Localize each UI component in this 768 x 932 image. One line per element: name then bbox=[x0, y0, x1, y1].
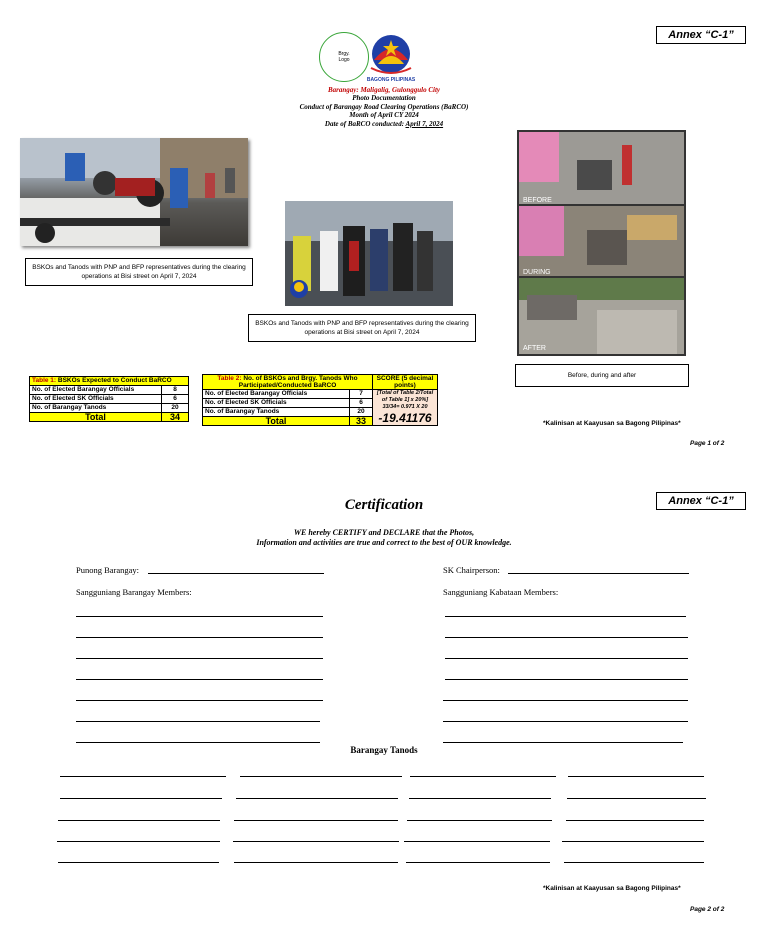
tanod-line bbox=[236, 798, 398, 799]
table-1-expected-bskos bbox=[29, 376, 189, 422]
tanod-line bbox=[568, 776, 704, 777]
tanod-line bbox=[410, 776, 556, 777]
tanod-line bbox=[60, 776, 226, 777]
sk-chairperson-label: SK Chairperson: bbox=[443, 565, 500, 575]
table-cell: No. of Elected SK Officials bbox=[203, 399, 350, 408]
table-cell: 6 bbox=[350, 399, 373, 408]
sb-member-line bbox=[76, 679, 323, 680]
bagong-pilipinas-logo bbox=[366, 30, 416, 80]
table-1-title-label: Table 1: bbox=[32, 377, 57, 384]
table-2-total-label: Total bbox=[203, 417, 350, 426]
date-label: Date of BaRCO conducted: bbox=[324, 119, 406, 128]
tanod-line bbox=[234, 862, 398, 863]
certification-statement-1: WE hereby CERTIFY and DECLARE that the Photos, bbox=[293, 528, 475, 537]
table-row bbox=[30, 395, 189, 404]
tanod-line bbox=[234, 820, 398, 821]
barangay-line: Barangay: Maligalig, Gulonggulo City bbox=[327, 86, 441, 94]
table-cell: No. of Barangay Tanods bbox=[203, 408, 350, 417]
table-1-total-label: Total bbox=[30, 413, 162, 422]
table-cell: No. of Elected Barangay Officials bbox=[30, 386, 162, 395]
sb-member-line bbox=[76, 637, 323, 638]
formula-note: [Total of Table 2/Total of Table 1] x 20%] bbox=[376, 390, 434, 403]
table-cell: 20 bbox=[162, 404, 189, 413]
table-2-title bbox=[203, 375, 373, 390]
score-cell bbox=[373, 390, 438, 426]
date-line bbox=[270, 120, 498, 128]
tanod-line bbox=[562, 841, 704, 842]
table-1-title bbox=[30, 377, 189, 386]
table-cell: No. of Elected Barangay Officials bbox=[203, 390, 350, 399]
header-title-3: Month of April CY 2024 bbox=[349, 111, 419, 120]
table-cell: 6 bbox=[162, 395, 189, 404]
logo-text-line-2: Logo bbox=[338, 57, 350, 63]
tanod-line bbox=[233, 841, 399, 842]
table-row bbox=[30, 386, 189, 395]
sk-member-line bbox=[445, 658, 688, 659]
table-row bbox=[203, 390, 438, 399]
page-number-1: Page 1 of 2 bbox=[690, 440, 725, 447]
formula: 33/34= 0.971 X 20 bbox=[382, 404, 428, 410]
table-cell: No. of Barangay Tanods bbox=[30, 404, 162, 413]
header-title-1: Photo Documentation bbox=[352, 94, 416, 103]
barangay-logo-placeholder bbox=[319, 32, 369, 82]
certification-title: Certification bbox=[344, 497, 424, 513]
tanod-line bbox=[58, 820, 220, 821]
photo-label-after: AFTER bbox=[523, 345, 546, 352]
date-value: April 7, 2024 bbox=[405, 119, 444, 128]
document-header bbox=[270, 86, 498, 128]
tagline-page-2: *Kalinisan at Kaayusan sa Bagong Pilipinas* bbox=[543, 885, 681, 892]
tanod-line bbox=[407, 820, 552, 821]
sk-member-line bbox=[445, 616, 686, 617]
photo-before-during-after bbox=[517, 130, 686, 356]
caption-photo-2: BSKOs and Tanods with PNP and BFP representatives during the clearing operations at Bisi street on April 7, 2024 bbox=[248, 314, 476, 342]
tanod-line bbox=[406, 862, 550, 863]
barangay-tanods-label: Barangay Tanods bbox=[350, 745, 418, 755]
tagline-page-1: *Kalinisan at Kaayusan sa Bagong Pilipinas* bbox=[543, 420, 681, 427]
sb-members-label: Sangguniang Barangay Members: bbox=[76, 587, 192, 597]
table-1-total-value: 34 bbox=[162, 413, 189, 422]
sk-chairperson-signature-line bbox=[508, 573, 689, 574]
tanod-line bbox=[564, 862, 704, 863]
sb-member-line bbox=[76, 742, 320, 743]
tanod-line bbox=[57, 841, 220, 842]
sb-member-line bbox=[76, 700, 323, 701]
caption-photo-3: Before, during and after bbox=[515, 364, 689, 387]
sb-member-line bbox=[76, 658, 323, 659]
bagong-pilipinas-wordmark: BAGONG PILIPINAS bbox=[366, 77, 416, 83]
score-value: -19.41176 bbox=[378, 411, 432, 425]
tanod-line bbox=[404, 841, 550, 842]
sk-member-line bbox=[445, 637, 688, 638]
tanod-line bbox=[60, 798, 222, 799]
table-cell: 7 bbox=[350, 390, 373, 399]
punong-barangay-signature-line bbox=[148, 573, 324, 574]
photo-tow-truck bbox=[20, 138, 248, 246]
annex-label: Annex “C-1” bbox=[656, 492, 746, 510]
table-1-title-text: BSKOs Expected to Conduct BaRCO bbox=[56, 377, 172, 384]
header-title-2: Conduct of Barangay Road Clearing Operations (BaRCO) bbox=[299, 102, 469, 111]
tanod-line bbox=[409, 798, 551, 799]
table-2-title-text: No. of BSKOs and Brgy. Tanods Who Participated/Conducted BaRCO bbox=[238, 375, 358, 389]
annex-label: Annex “C-1” bbox=[656, 26, 746, 44]
sk-member-line bbox=[443, 742, 683, 743]
photo-label-during: DURING bbox=[523, 269, 551, 276]
tanod-line bbox=[566, 820, 704, 821]
table-2-total-value: 33 bbox=[350, 417, 373, 426]
photo-label-before: BEFORE bbox=[523, 197, 552, 204]
tanod-line bbox=[58, 862, 219, 863]
table-row bbox=[30, 404, 189, 413]
tanod-line bbox=[567, 798, 706, 799]
table-2-participated-bskos bbox=[202, 374, 438, 426]
tanod-line bbox=[240, 776, 402, 777]
score-header: SCORE (5 decimal points) bbox=[373, 375, 438, 390]
certification-statement-2: Information and activities are true and correct to the best of OUR knowledge. bbox=[256, 538, 512, 547]
table-cell: 8 bbox=[162, 386, 189, 395]
caption-photo-1: BSKOs and Tanods with PNP and BFP representatives during the clearing operations at Bisi street on April 7, 2024 bbox=[25, 258, 253, 286]
sb-member-line bbox=[76, 616, 323, 617]
table-2-title-label: Table 2: bbox=[217, 375, 242, 382]
sk-member-line bbox=[443, 700, 688, 701]
table-cell: 20 bbox=[350, 408, 373, 417]
page-number-2: Page 2 of 2 bbox=[690, 906, 725, 913]
logo-text-line-1: Brgy. bbox=[338, 51, 350, 57]
punong-barangay-label: Punong Barangay: bbox=[76, 565, 140, 575]
photo-officials-group bbox=[285, 201, 453, 306]
sk-member-line bbox=[445, 679, 688, 680]
sk-member-line bbox=[443, 721, 688, 722]
sb-member-line bbox=[76, 721, 320, 722]
table-cell: No. of Elected SK Officials bbox=[30, 395, 162, 404]
sk-members-label: Sangguniang Kabataan Members: bbox=[443, 587, 559, 597]
